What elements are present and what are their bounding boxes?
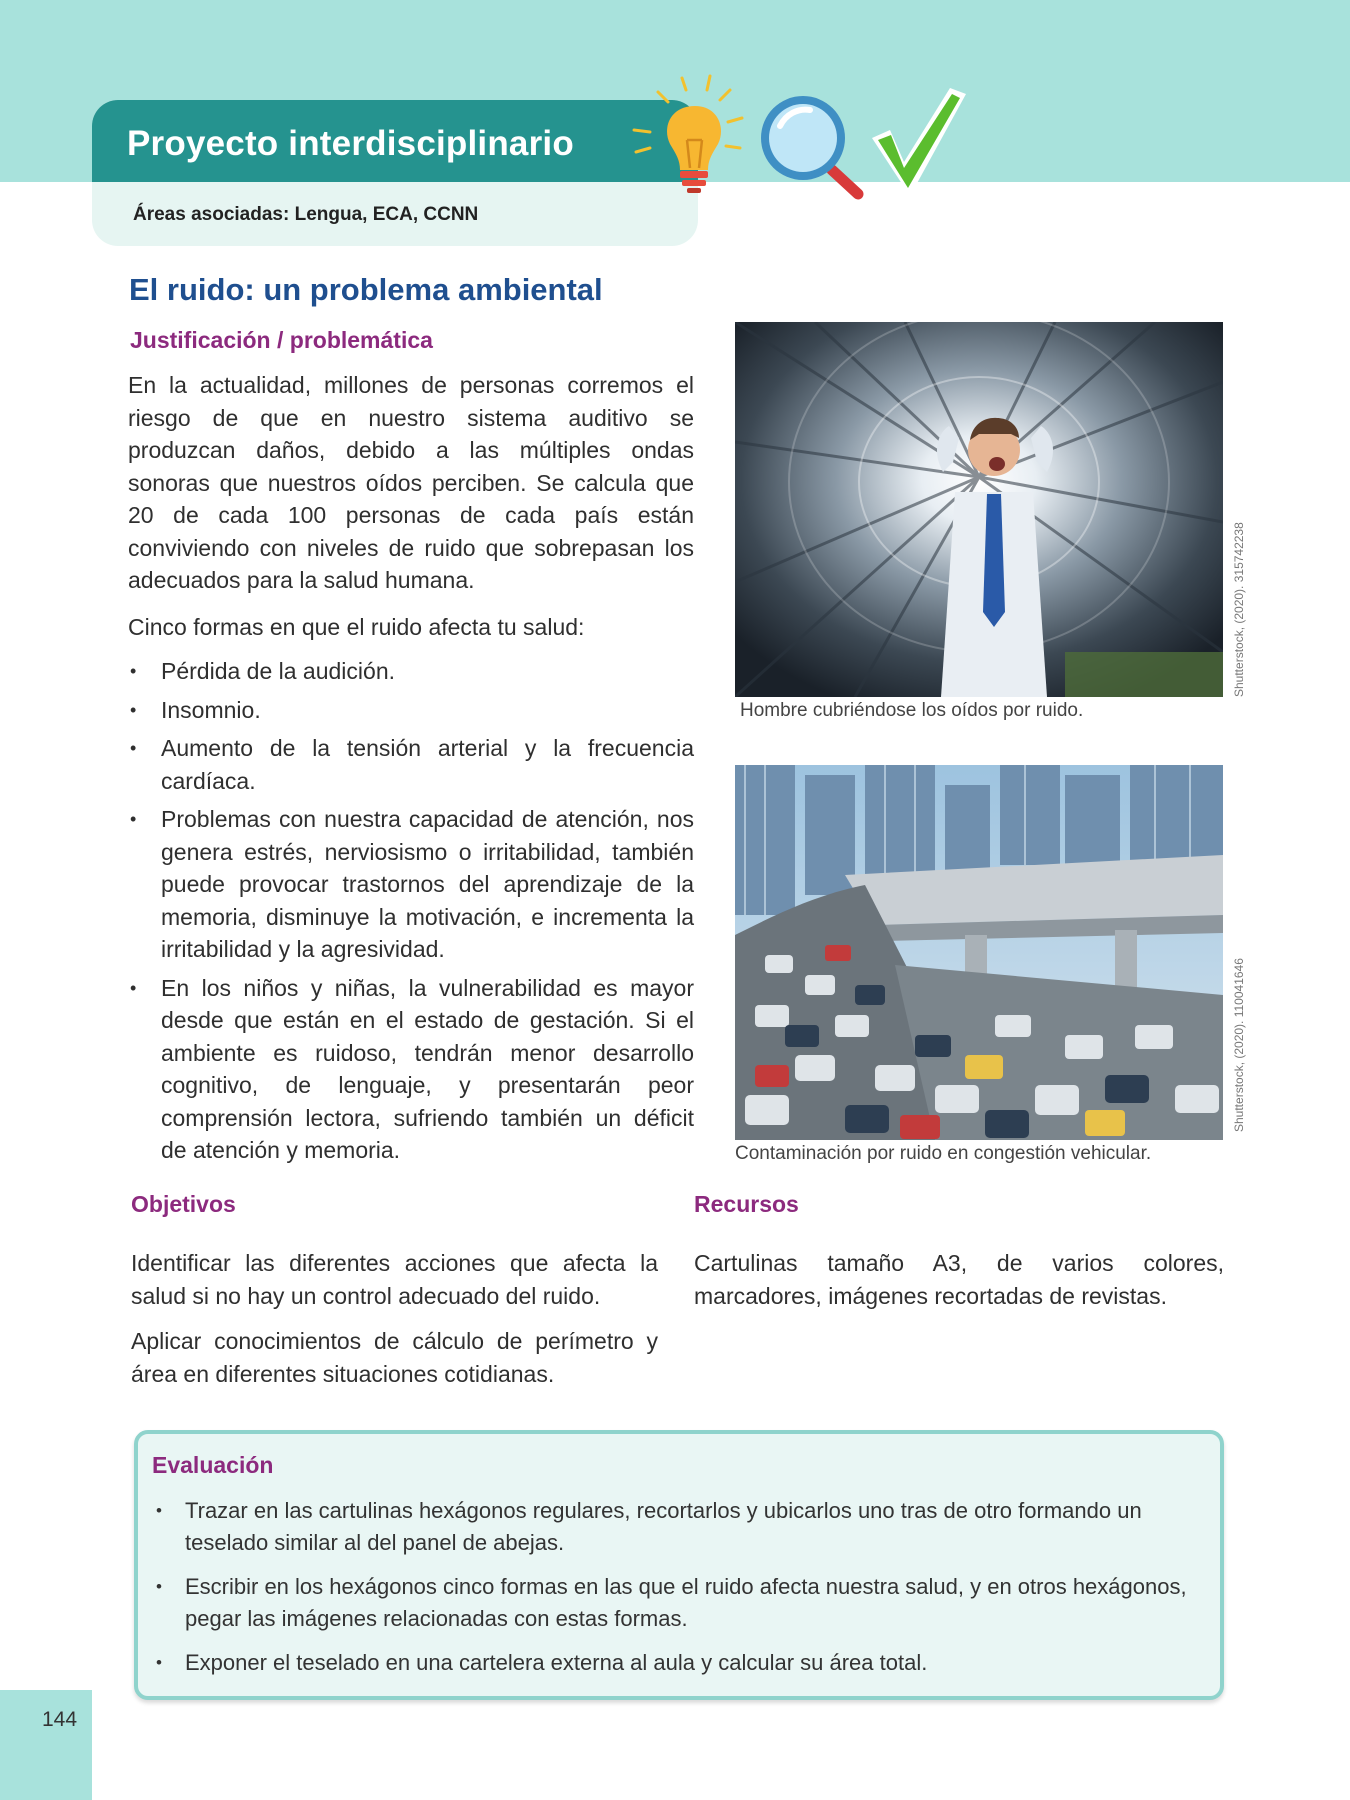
lightbulb-icon xyxy=(634,76,742,193)
evaluation-heading: Evaluación xyxy=(152,1452,274,1478)
list-item: • Pérdida de la audición. xyxy=(128,655,694,688)
associated-areas: Áreas asociadas: Lengua, ECA, CCNN xyxy=(133,204,479,225)
photo-traffic-congestion xyxy=(735,765,1223,1140)
photo-man-covering-ears xyxy=(735,322,1223,697)
objectives-heading: Objetivos xyxy=(131,1191,236,1217)
page-number: 144 xyxy=(42,1708,78,1731)
list-item: • Exponer el teselado en una cartelera externa al aula y calcular su área total. xyxy=(150,1647,1210,1679)
justification-heading: Justificación / problemática xyxy=(130,327,433,353)
list-item: • Trazar en las cartulinas hexágonos regulares, recortarlos y ubicarlos uno tras de otro formando un teselado similar al del panel de abejas. xyxy=(150,1495,1210,1559)
magnifier-icon xyxy=(761,96,858,194)
evaluation-list xyxy=(150,1495,1210,1691)
list-item: • Aumento de la tensión arterial y la frecuencia cardíaca. xyxy=(128,732,694,797)
effects-list xyxy=(128,655,694,1173)
photo-caption: Hombre cubriéndose los oídos por ruido. xyxy=(740,700,1084,721)
page-tab xyxy=(0,1690,92,1800)
list-intro: Cinco formas en que el ruido afecta tu salud: xyxy=(128,614,585,640)
checkmark-icon xyxy=(872,88,966,196)
project-title: Proyecto interdisciplinario xyxy=(127,124,574,163)
resources-text: Cartulinas tamaño A3, de varios colores, marcadores, imágenes recortadas de revistas. xyxy=(694,1250,1224,1309)
list-item: • Insomnio. xyxy=(128,694,694,727)
resources-heading: Recursos xyxy=(694,1191,799,1217)
objective-item: Aplicar conocimientos de cálculo de perímetro y área en diferentes situaciones cotidianas. xyxy=(131,1328,658,1387)
main-title: El ruido: un problema ambiental xyxy=(129,272,603,307)
photo-credit: Shutterstock, (2020). 315742238 xyxy=(1232,522,1246,697)
list-item: • En los niños y niñas, la vulnerabilidad es mayor desde que están en el estado de gestación. Si el ambiente es ruidoso, tendrán menor desarrollo cognitivo, de lenguaje, y presentarán peor comprensión lectora, sufriendo también un déficit de atención y memoria. xyxy=(128,972,694,1167)
objective-item: Identificar las diferentes acciones que afecta la salud si no hay un control adecuado del ruido. xyxy=(131,1250,658,1309)
list-item: • Problemas con nuestra capacidad de atención, nos genera estrés, nerviosismo o irritabilidad, también puede provocar trastornos del aprendizaje de la memoria, disminuye la motivación, e incrementa la irritabilidad y la agresividad. xyxy=(128,803,694,966)
list-item: • Escribir en los hexágonos cinco formas en las que el ruido afecta nuestra salud, y en otros hexágonos, pegar las imágenes relacionadas con estas formas. xyxy=(150,1571,1210,1635)
justification-text: En la actualidad, millones de personas corremos el riesgo de que en nuestro sistema auditivo se produzcan daños, debido a las múltiples ondas sonoras que nuestros oídos perciben. Se calcula que 20 de cada 100 personas de cada país están conviviendo con niveles de ruido que sobrepasan los adecuados para la salud humana. xyxy=(128,372,694,593)
photo-credit: Shutterstock, (2020). 110041646 xyxy=(1232,958,1246,1132)
photo-caption: Contaminación por ruido en congestión vehicular. xyxy=(735,1143,1152,1164)
header-icons xyxy=(610,70,980,210)
